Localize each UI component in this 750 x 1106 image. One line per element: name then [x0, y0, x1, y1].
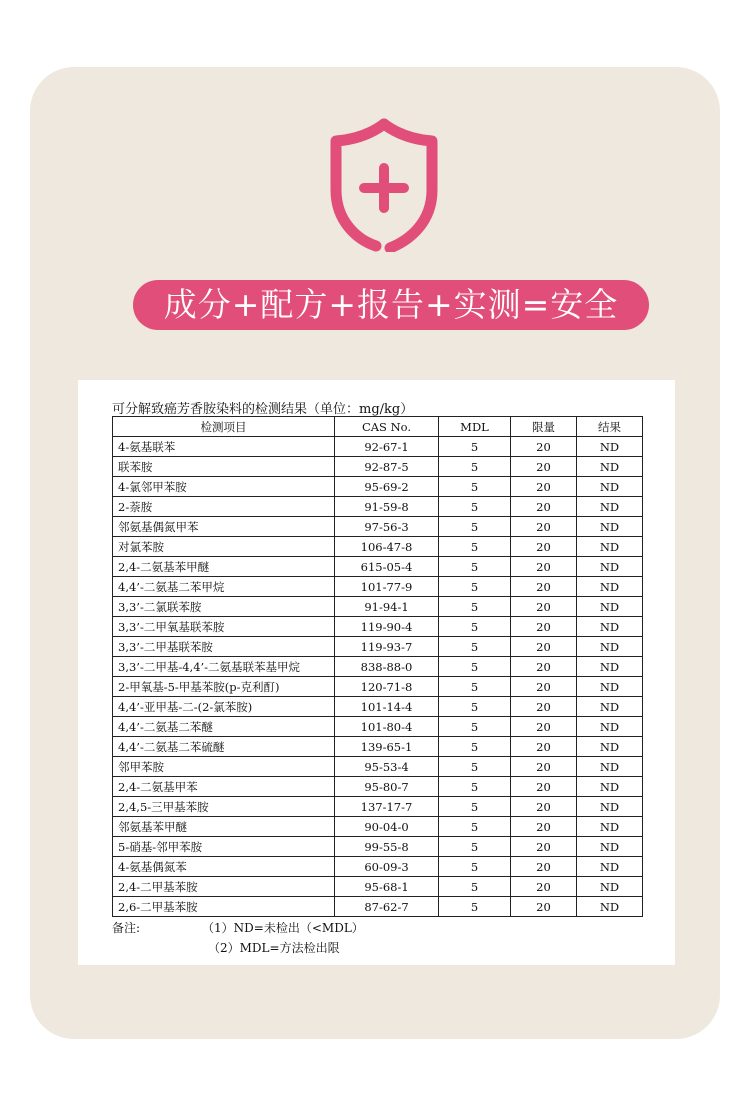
- column-header-limit: 限量: [511, 417, 577, 437]
- cell-cas: 87-62-7: [335, 897, 439, 917]
- cell-cas: 91-59-8: [335, 497, 439, 517]
- cell-limit: 20: [511, 737, 577, 757]
- cell-mdl: 5: [439, 757, 511, 777]
- cell-limit: 20: [511, 677, 577, 697]
- cell-cas: 92-87-5: [335, 457, 439, 477]
- table-row: [113, 617, 643, 637]
- cell-limit: 20: [511, 697, 577, 717]
- column-header-cas: CAS No.: [335, 417, 439, 437]
- cell-limit: 20: [511, 497, 577, 517]
- table-row: [113, 637, 643, 657]
- cell-limit: 20: [511, 897, 577, 917]
- cell-limit: 20: [511, 617, 577, 637]
- cell-mdl: 5: [439, 777, 511, 797]
- cell-cas: 90-04-0: [335, 817, 439, 837]
- cell-item-name: 3,3’-二甲氧基联苯胺: [113, 617, 335, 637]
- cell-mdl: 5: [439, 557, 511, 577]
- table-row: [113, 777, 643, 797]
- cell-mdl: 5: [439, 437, 511, 457]
- cell-item-name: 5-硝基-邻甲苯胺: [113, 837, 335, 857]
- cell-item-name: 4-氨基偶氮苯: [113, 857, 335, 877]
- table-row: [113, 737, 643, 757]
- cell-cas: 97-56-3: [335, 517, 439, 537]
- table-row: [113, 697, 643, 717]
- table-row: [113, 837, 643, 857]
- note-item: （1）ND=未检出（<MDL）: [202, 921, 364, 935]
- table-row: [113, 657, 643, 677]
- table-row: [113, 577, 643, 597]
- cell-result: ND: [577, 537, 643, 557]
- cell-mdl: 5: [439, 637, 511, 657]
- cell-mdl: 5: [439, 517, 511, 537]
- cell-limit: 20: [511, 437, 577, 457]
- table-row: [113, 557, 643, 577]
- cell-item-name: 3,3’-二甲基联苯胺: [113, 637, 335, 657]
- column-header-result: 结果: [577, 417, 643, 437]
- cell-limit: 20: [511, 757, 577, 777]
- cell-item-name: 2,4,5-三甲基苯胺: [113, 797, 335, 817]
- cell-limit: 20: [511, 577, 577, 597]
- cell-result: ND: [577, 497, 643, 517]
- cell-result: ND: [577, 457, 643, 477]
- note-item: （2）MDL=方法检出限: [208, 941, 340, 955]
- cell-item-name: 2-甲氧基-5-甲基苯胺(p-克利酊): [113, 677, 335, 697]
- table-row: [113, 537, 643, 557]
- cell-mdl: 5: [439, 537, 511, 557]
- cell-result: ND: [577, 437, 643, 457]
- table-row: [113, 757, 643, 777]
- notes-label: 备注:: [112, 921, 141, 935]
- slogan-banner: 成分+配方+报告+实测=安全: [133, 280, 649, 330]
- cell-result: ND: [577, 897, 643, 917]
- table-row: [113, 497, 643, 517]
- cell-item-name: 邻氨基苯甲醚: [113, 817, 335, 837]
- cell-limit: 20: [511, 857, 577, 877]
- cell-mdl: 5: [439, 817, 511, 837]
- cell-result: ND: [577, 717, 643, 737]
- cell-result: ND: [577, 617, 643, 637]
- cell-result: ND: [577, 737, 643, 757]
- cell-result: ND: [577, 597, 643, 617]
- table-header-row: [113, 417, 643, 437]
- cell-result: ND: [577, 857, 643, 877]
- cell-item-name: 联苯胺: [113, 457, 335, 477]
- table-row: [113, 877, 643, 897]
- report-notes: [112, 918, 364, 958]
- cell-limit: 20: [511, 477, 577, 497]
- cell-mdl: 5: [439, 657, 511, 677]
- cell-cas: 99-55-8: [335, 837, 439, 857]
- cell-limit: 20: [511, 517, 577, 537]
- cell-result: ND: [577, 697, 643, 717]
- cell-cas: 101-77-9: [335, 577, 439, 597]
- cell-item-name: 4-氯邻甲苯胺: [113, 477, 335, 497]
- cell-limit: 20: [511, 537, 577, 557]
- shield-plus-icon: [328, 118, 440, 252]
- cell-result: ND: [577, 677, 643, 697]
- cell-cas: 95-69-2: [335, 477, 439, 497]
- table-row: [113, 797, 643, 817]
- cell-mdl: 5: [439, 897, 511, 917]
- cell-limit: 20: [511, 457, 577, 477]
- cell-result: ND: [577, 517, 643, 537]
- cell-limit: 20: [511, 777, 577, 797]
- cell-cas: 95-80-7: [335, 777, 439, 797]
- cell-cas: 101-80-4: [335, 717, 439, 737]
- cell-cas: 101-14-4: [335, 697, 439, 717]
- cell-item-name: 2,4-二甲基苯胺: [113, 877, 335, 897]
- table-row: [113, 717, 643, 737]
- cell-item-name: 4,4’-二氨基二苯硫醚: [113, 737, 335, 757]
- cell-limit: 20: [511, 597, 577, 617]
- cell-limit: 20: [511, 797, 577, 817]
- cell-cas: 119-90-4: [335, 617, 439, 637]
- cell-mdl: 5: [439, 677, 511, 697]
- cell-result: ND: [577, 837, 643, 857]
- cell-item-name: 4,4’-二氨基二苯甲烷: [113, 577, 335, 597]
- cell-limit: 20: [511, 717, 577, 737]
- cell-result: ND: [577, 797, 643, 817]
- cell-mdl: 5: [439, 477, 511, 497]
- cell-cas: 106-47-8: [335, 537, 439, 557]
- cell-cas: 60-09-3: [335, 857, 439, 877]
- cell-item-name: 4,4’-亚甲基-二-(2-氯苯胺): [113, 697, 335, 717]
- cell-item-name: 3,3’-二甲基-4,4’-二氨基联苯基甲烷: [113, 657, 335, 677]
- cell-mdl: 5: [439, 577, 511, 597]
- cell-cas: 120-71-8: [335, 677, 439, 697]
- cell-item-name: 2,6-二甲基苯胺: [113, 897, 335, 917]
- cell-item-name: 邻氨基偶氮甲苯: [113, 517, 335, 537]
- cell-result: ND: [577, 757, 643, 777]
- cell-result: ND: [577, 817, 643, 837]
- cell-mdl: 5: [439, 877, 511, 897]
- cell-mdl: 5: [439, 457, 511, 477]
- table-row: [113, 437, 643, 457]
- column-header-item: 检测项目: [113, 417, 335, 437]
- cell-mdl: 5: [439, 737, 511, 757]
- cell-cas: 92-67-1: [335, 437, 439, 457]
- table-row: [113, 517, 643, 537]
- cell-result: ND: [577, 637, 643, 657]
- cell-item-name: 3,3’-二氯联苯胺: [113, 597, 335, 617]
- table-row: [113, 457, 643, 477]
- cell-mdl: 5: [439, 497, 511, 517]
- cell-cas: 838-88-0: [335, 657, 439, 677]
- report-title: 可分解致癌芳香胺染料的检测结果（单位：mg/kg）: [112, 402, 414, 417]
- table-row: [113, 817, 643, 837]
- cell-limit: 20: [511, 837, 577, 857]
- cell-cas: 95-68-1: [335, 877, 439, 897]
- cell-mdl: 5: [439, 837, 511, 857]
- cell-result: ND: [577, 557, 643, 577]
- cell-limit: 20: [511, 817, 577, 837]
- cell-item-name: 2,4-二氨基苯甲醚: [113, 557, 335, 577]
- cell-cas: 137-17-7: [335, 797, 439, 817]
- cell-mdl: 5: [439, 597, 511, 617]
- column-header-mdl: MDL: [439, 417, 511, 437]
- cell-mdl: 5: [439, 797, 511, 817]
- cell-result: ND: [577, 877, 643, 897]
- table-row: [113, 897, 643, 917]
- cell-cas: 119-93-7: [335, 637, 439, 657]
- cell-item-name: 2-萘胺: [113, 497, 335, 517]
- cell-cas: 139-65-1: [335, 737, 439, 757]
- test-report-sheet: [78, 380, 675, 965]
- cell-limit: 20: [511, 637, 577, 657]
- cell-cas: 95-53-4: [335, 757, 439, 777]
- cell-item-name: 4-氨基联苯: [113, 437, 335, 457]
- cell-item-name: 邻甲苯胺: [113, 757, 335, 777]
- cell-mdl: 5: [439, 697, 511, 717]
- cell-result: ND: [577, 577, 643, 597]
- table-row: [113, 597, 643, 617]
- cell-cas: 615-05-4: [335, 557, 439, 577]
- cell-cas: 91-94-1: [335, 597, 439, 617]
- cell-mdl: 5: [439, 617, 511, 637]
- results-table: [112, 416, 643, 917]
- cell-result: ND: [577, 657, 643, 677]
- cell-limit: 20: [511, 877, 577, 897]
- cell-mdl: 5: [439, 857, 511, 877]
- cell-mdl: 5: [439, 717, 511, 737]
- cell-item-name: 4,4’-二氨基二苯醚: [113, 717, 335, 737]
- table-row: [113, 477, 643, 497]
- cell-limit: 20: [511, 557, 577, 577]
- cell-item-name: 对氯苯胺: [113, 537, 335, 557]
- cell-result: ND: [577, 477, 643, 497]
- cell-result: ND: [577, 777, 643, 797]
- cell-item-name: 2,4-二氨基甲苯: [113, 777, 335, 797]
- cell-limit: 20: [511, 657, 577, 677]
- table-row: [113, 857, 643, 877]
- table-row: [113, 677, 643, 697]
